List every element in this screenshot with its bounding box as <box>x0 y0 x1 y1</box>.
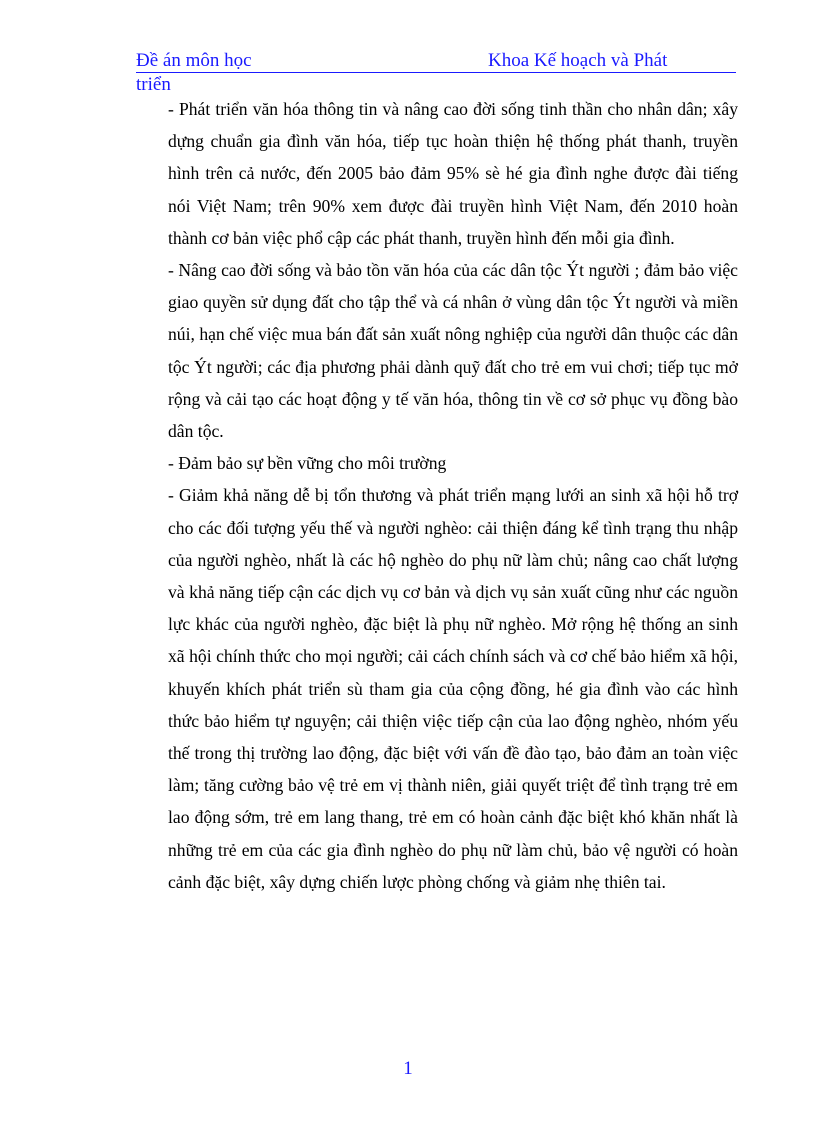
paragraph-culture-information: - Phát triển văn hóa thông tin và nâng cao đời sống tinh thần cho nhân dân; xây dựng chuẩn gia đình văn hóa, tiếp tục hoàn thiện hệ thống phát thanh, truyền hình trên cả nước, đến 2005 bảo đảm 95% sè hé gia đình nghe được đài tiếng nói Việt Nam; trên 90% xem được đài truyền hình Việt Nam, đến 2010 hoàn thành cơ bản việc phổ cập các phát thanh, truyền hình đến mỗi gia đình. <box>168 99 738 248</box>
header-rule <box>136 50 736 73</box>
paragraph-environment: - Đảm bảo sự bền vững cho môi trường <box>168 453 447 474</box>
page-number: 1 <box>403 1058 413 1079</box>
header-faculty-name-continuation: triển <box>136 74 171 95</box>
paragraph-ethnic-minorities: - Nâng cao đời sống và bảo tồn văn hóa của các dân tộc Ýt người ; đảm bảo việc giao quyền sử dụng đất cho tập thể và cá nhân ở vùng dân tộc Ýt người và miền núi, hạn chế việc mua bán đất sản xuất nông nghiệp của người dân thuộc các dân tộc Ýt người; các địa phương phải dành quỹ đất cho trẻ em vui chơi; tiếp tục mở rộng và cải tạo các hoạt động y tế văn hóa, thông tin về cơ sở phục vụ đồng bào dân tộc. <box>168 260 738 442</box>
header-faculty-name: Khoa Kế hoạch và Phát <box>488 50 668 71</box>
header-course-title: Đề án môn học <box>136 50 252 71</box>
document-body <box>168 93 738 898</box>
paragraph-social-safety-net: - Giảm khả năng dễ bị tổn thương và phát triển mạng lưới an sinh xã hội hỗ trợ cho các đối tượng yếu thế và người nghèo: cải thiện đáng kể tình trạng thu nhập của người nghèo, nhất là các hộ nghèo do phụ nữ làm chủ; nâng cao chất lượng và khả năng tiếp cận các dịch vụ cơ bản và dịch vụ sản xuất cũng như các nguồn lực khác của người nghèo, đặc biệt là phụ nữ nghèo. Mở rộng hệ thống an sinh xã hội chính thức cho mọi người; cải cách chính sách và cơ chế bảo hiểm xã hội, khuyến khích phát triển sù tham gia của cộng đồng, hé gia đình vào các hình thức bảo hiểm tự nguyện; cải thiện việc tiếp cận của lao động nghèo, nhóm yếu thế trong thị trường lao động, đặc biệt với vấn đề đào tạo, bảo đảm an toàn việc làm; tăng cường bảo vệ trẻ em vị thành niên, giải quyết triệt để tình trạng trẻ em lao động sớm, trẻ em lang thang, trẻ em có hoàn cảnh đặc biệt khó khăn nhất là những trẻ em của các gia đình nghèo do phụ nữ làm chủ, bảo vệ người có hoàn cảnh đặc biệt, xây dựng chiến lược phòng chống và giảm nhẹ thiên tai. <box>168 485 738 892</box>
page-header <box>136 50 736 96</box>
